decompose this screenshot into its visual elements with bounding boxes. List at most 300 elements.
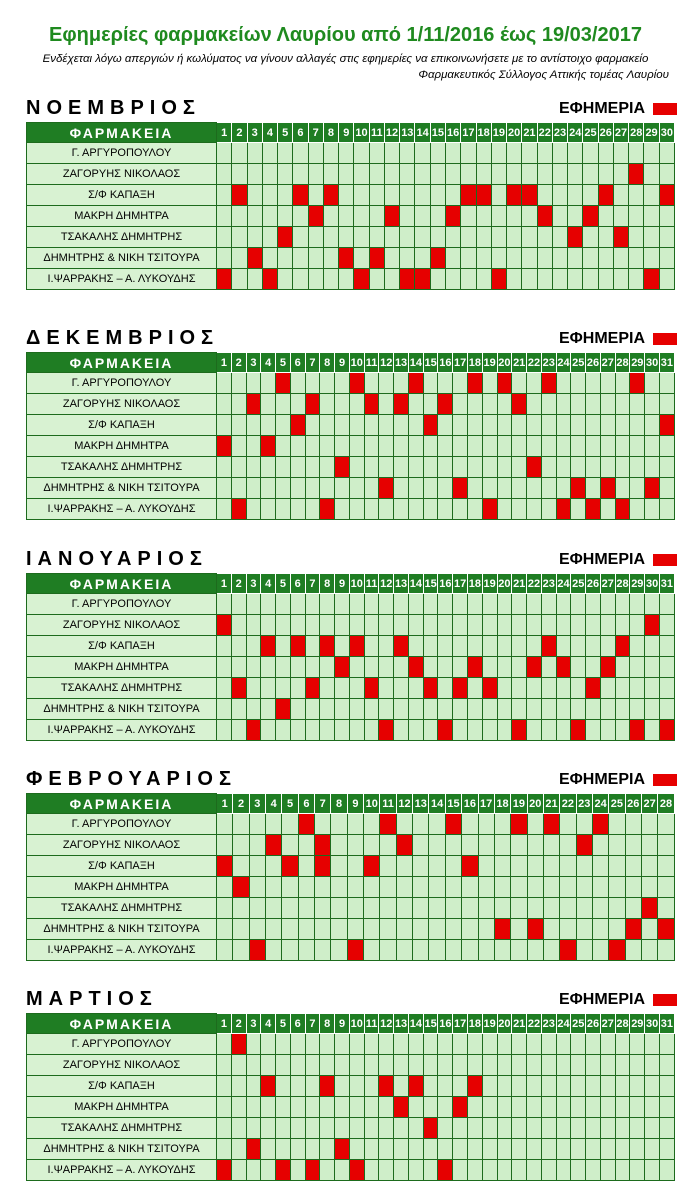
day-cell [331,856,347,877]
day-cell [293,248,308,269]
pharmacy-row [27,919,675,940]
day-cell [462,940,478,961]
day-cell [615,1118,630,1139]
day-cell [423,394,438,415]
day-cell [266,898,282,919]
day-cell [468,1034,483,1055]
day-number: 28 [615,1014,630,1034]
day-cell [583,143,598,164]
day-cell [630,699,645,720]
day-cell [262,206,277,227]
day-cell [552,227,567,248]
day-cell [494,877,510,898]
day-cell [347,856,363,877]
day-cell [615,1097,630,1118]
duty-cell [453,478,468,499]
day-cell [339,206,354,227]
duty-cell [408,1076,423,1097]
day-cell [609,856,625,877]
day-cell [512,1097,527,1118]
pharmacy-name: ΤΣΑΚΑΛΗΣ ΔΗΜΗΤΡΗΣ [27,678,217,699]
day-cell [320,436,335,457]
day-cell [507,269,522,290]
day-cell [497,615,512,636]
day-cell [354,206,369,227]
day-number: 7 [305,1014,320,1034]
day-cell [659,227,674,248]
day-cell [659,678,674,699]
pharmacy-row [27,814,675,835]
duty-cell [571,478,586,499]
day-cell [413,898,429,919]
day-cell [423,1055,438,1076]
duty-cell [615,499,630,520]
day-cell [293,269,308,290]
day-cell [556,699,571,720]
day-cell [445,856,461,877]
day-cell [335,636,350,657]
day-cell [586,594,601,615]
day-number: 28 [629,123,644,143]
day-cell [396,814,412,835]
day-cell [556,436,571,457]
day-number: 23 [552,123,567,143]
duty-cell [305,1160,320,1181]
day-cell [482,436,497,457]
day-cell [349,1034,364,1055]
day-cell [497,1055,512,1076]
duty-cell [400,269,415,290]
day-cell [298,919,314,940]
day-cell [290,1055,305,1076]
duty-cell [261,1076,276,1097]
day-number: 9 [347,794,363,814]
day-cell [349,1118,364,1139]
day-number: 29 [630,353,645,373]
day-cell [384,227,399,248]
day-cell [641,919,657,940]
pharmacy-row [27,164,675,185]
day-number: 7 [305,574,320,594]
day-cell [478,940,494,961]
duty-cell [659,185,674,206]
day-number: 25 [583,123,598,143]
day-number: 24 [556,353,571,373]
day-cell [349,1076,364,1097]
day-number: 29 [630,1014,645,1034]
day-cell [586,1118,601,1139]
day-cell [659,1034,674,1055]
pharmacy-name: Σ/Φ ΚΑΠΑΞΗ [27,1076,217,1097]
day-cell [217,415,232,436]
day-cell [384,248,399,269]
day-number: 24 [556,574,571,594]
day-cell [659,1097,674,1118]
day-cell [586,1034,601,1055]
day-cell [659,594,674,615]
day-number: 9 [339,123,354,143]
day-cell [354,185,369,206]
day-cell [290,699,305,720]
day-number: 1 [217,353,232,373]
day-number: 10 [364,794,380,814]
day-cell [468,720,483,741]
day-cell [468,436,483,457]
pharmacy-row [27,227,675,248]
day-cell [598,206,613,227]
duty-cell [497,373,512,394]
pharmacy-row [27,1139,675,1160]
day-cell [560,898,576,919]
day-cell [379,1055,394,1076]
day-number: 26 [586,353,601,373]
day-cell [568,206,583,227]
day-cell [246,678,261,699]
day-cell [349,657,364,678]
day-cell [408,594,423,615]
duty-cell [576,835,592,856]
day-cell [541,415,556,436]
duty-cell [305,678,320,699]
day-cell [592,835,608,856]
duty-cell [308,206,323,227]
day-cell [231,657,246,678]
day-cell [586,1139,601,1160]
month-title: ΜΑΡΤΙΟΣ [26,988,158,1010]
day-cell [613,269,628,290]
day-cell [364,699,379,720]
day-number: 23 [541,574,556,594]
day-cell [231,1160,246,1181]
schedule-table [26,573,675,741]
duty-cell [369,248,384,269]
day-cell [369,164,384,185]
day-number: 2 [231,353,246,373]
pharmacy-name: ΖΑΓΟΡΥΗΣ ΝΙΚΟΛΑΟΣ [27,835,217,856]
day-cell [217,373,232,394]
day-number: 12 [379,574,394,594]
day-cell [217,164,232,185]
duty-cell [445,206,460,227]
day-number: 5 [278,123,293,143]
day-number: 19 [511,794,527,814]
day-cell [423,1160,438,1181]
day-cell [354,164,369,185]
day-cell [261,394,276,415]
day-cell [615,457,630,478]
day-cell [445,919,461,940]
pharmacy-name: Σ/Φ ΚΑΠΑΞΗ [27,415,217,436]
day-cell [511,877,527,898]
day-cell [568,185,583,206]
day-cell [384,164,399,185]
day-cell [600,1097,615,1118]
duty-cell [335,1139,350,1160]
day-cell [217,143,232,164]
day-cell [630,457,645,478]
day-cell [478,877,494,898]
day-number: 16 [438,1014,453,1034]
duty-cell [349,1160,364,1181]
pharmacy-row [27,898,675,919]
pharmacy-name: Γ. ΑΡΓΥΡΟΠΟΥΛΟΥ [27,594,217,615]
day-cell [615,1076,630,1097]
day-cell [305,373,320,394]
day-cell [396,919,412,940]
day-cell [468,499,483,520]
day-cell [261,720,276,741]
day-cell [541,720,556,741]
duty-cell [644,269,659,290]
day-cell [576,940,592,961]
day-cell [305,1139,320,1160]
day-cell [476,206,491,227]
pharmacy-row [27,699,675,720]
day-cell [430,143,445,164]
day-cell [576,898,592,919]
day-cell [261,415,276,436]
day-cell [430,164,445,185]
legend [559,100,677,118]
day-cell [305,1097,320,1118]
day-cell [476,143,491,164]
pharmacy-row [27,499,675,520]
day-cell [571,636,586,657]
day-cell [453,594,468,615]
day-cell [231,1055,246,1076]
day-cell [347,814,363,835]
day-number: 18 [468,1014,483,1034]
day-cell [583,248,598,269]
day-cell [231,615,246,636]
day-cell [429,856,445,877]
day-cell [512,615,527,636]
day-cell [630,1097,645,1118]
day-cell [246,1118,261,1139]
day-cell [354,248,369,269]
day-cell [290,657,305,678]
day-cell [335,615,350,636]
day-cell [615,436,630,457]
day-cell [347,877,363,898]
day-number: 27 [600,353,615,373]
schedule-table [26,1013,675,1181]
day-number: 2 [231,574,246,594]
day-cell [645,678,660,699]
day-number: 11 [364,353,379,373]
day-cell [541,1034,556,1055]
duty-cell [233,877,249,898]
day-cell [453,415,468,436]
day-cell [468,678,483,699]
day-number: 8 [331,794,347,814]
day-cell [645,1118,660,1139]
day-cell [349,720,364,741]
day-number: 26 [625,794,641,814]
day-cell [478,898,494,919]
pharmacy-name: ΜΑΚΡΗ ΔΗΜΗΤΡΑ [27,657,217,678]
day-number: 4 [262,123,277,143]
day-cell [630,1139,645,1160]
day-cell [615,720,630,741]
pharmacy-row [27,1118,675,1139]
day-cell [305,478,320,499]
day-cell [293,143,308,164]
day-number: 10 [354,123,369,143]
day-cell [231,1139,246,1160]
day-cell [354,143,369,164]
day-cell [645,1139,660,1160]
day-cell [429,898,445,919]
day-cell [379,1034,394,1055]
day-cell [261,1055,276,1076]
duty-cell [541,373,556,394]
day-cell [478,814,494,835]
day-cell [625,940,641,961]
day-cell [438,1055,453,1076]
day-cell [453,1055,468,1076]
duty-cell [380,814,396,835]
day-cell [246,1034,261,1055]
pharmacy-name: ΜΑΚΡΗ ΔΗΜΗΤΡΑ [27,436,217,457]
pharmacy-name: ΔΗΜΗΤΡΗΣ & ΝΙΚΗ ΤΣΙΤΟΥΡΑ [27,919,217,940]
day-cell [586,394,601,415]
day-cell [423,657,438,678]
day-cell [438,499,453,520]
day-cell [298,835,314,856]
day-cell [231,478,246,499]
day-cell [290,394,305,415]
day-cell [571,373,586,394]
day-cell [217,919,233,940]
day-cell [497,478,512,499]
day-cell [586,657,601,678]
day-cell [217,814,233,835]
day-cell [429,919,445,940]
pharmacy-row [27,678,675,699]
duty-cell [290,636,305,657]
day-cell [384,269,399,290]
day-cell [247,269,262,290]
day-number: 28 [615,574,630,594]
day-number: 8 [320,353,335,373]
day-cell [482,615,497,636]
day-cell [527,1139,542,1160]
day-cell [609,898,625,919]
pharmacy-row [27,269,675,290]
day-cell [453,636,468,657]
day-cell [445,185,460,206]
page-title: Εφημερίες φαρμακείων Λαυρίου από 1/11/2016 έως 19/03/2017 [49,24,642,46]
day-cell [497,594,512,615]
day-cell [364,1076,379,1097]
day-cell [261,457,276,478]
day-cell [491,248,506,269]
day-cell [217,877,233,898]
legend [559,551,677,569]
day-cell [323,269,338,290]
day-cell [276,1118,291,1139]
day-cell [511,835,527,856]
duty-cell [282,856,298,877]
day-cell [364,615,379,636]
day-cell [641,856,657,877]
day-cell [290,478,305,499]
day-cell [645,436,660,457]
day-cell [217,248,232,269]
day-number: 26 [586,574,601,594]
day-number: 28 [658,794,674,814]
day-cell [556,1118,571,1139]
day-cell [320,678,335,699]
pharmacy-row [27,877,675,898]
pharmacy-row [27,143,675,164]
pharmacy-name: ΤΣΑΚΑΛΗΣ ΔΗΜΗΤΡΗΣ [27,898,217,919]
day-cell [217,457,232,478]
day-number: 13 [394,353,409,373]
day-cell [430,227,445,248]
day-number: 9 [335,353,350,373]
pharmacy-row [27,373,675,394]
duty-cell [468,1076,483,1097]
day-cell [600,699,615,720]
day-cell [408,478,423,499]
duty-cell [408,657,423,678]
day-number: 21 [512,574,527,594]
day-cell [482,1076,497,1097]
duty-cell [625,919,641,940]
day-cell [615,1055,630,1076]
day-cell [568,269,583,290]
schedule-table [26,793,675,961]
day-cell [369,269,384,290]
day-cell [400,143,415,164]
day-number: 15 [423,574,438,594]
day-cell [394,436,409,457]
duty-cell [278,227,293,248]
day-cell [415,206,430,227]
day-cell [659,143,674,164]
day-cell [232,164,247,185]
day-cell [598,227,613,248]
day-cell [600,678,615,699]
day-cell [556,1139,571,1160]
day-cell [315,814,331,835]
pharmacy-row [27,720,675,741]
day-cell [644,227,659,248]
header-label: ΦΑΡΜΑΚΕΙΑ [27,353,217,373]
day-cell [246,636,261,657]
day-cell [445,227,460,248]
day-cell [541,499,556,520]
legend-swatch [653,994,677,1006]
day-cell [497,457,512,478]
day-cell [320,1139,335,1160]
day-cell [429,940,445,961]
day-cell [560,814,576,835]
day-cell [527,898,543,919]
day-cell [537,143,552,164]
day-cell [494,814,510,835]
day-number: 22 [527,574,542,594]
day-cell [583,185,598,206]
day-cell [438,415,453,436]
day-cell [276,615,291,636]
day-cell [217,1076,232,1097]
day-cell [305,657,320,678]
day-cell [217,835,233,856]
day-number: 11 [364,574,379,594]
